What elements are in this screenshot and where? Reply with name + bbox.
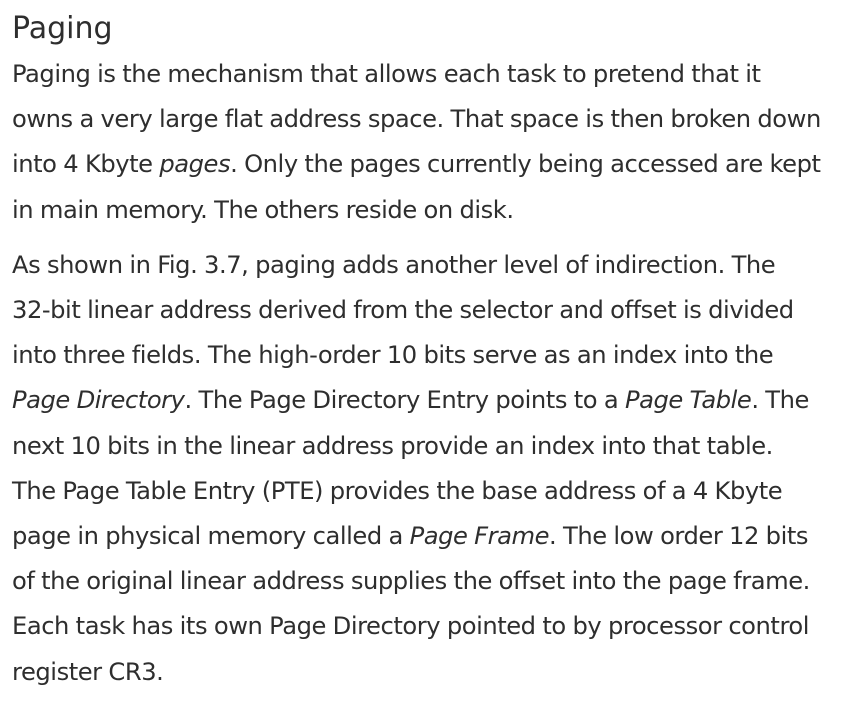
- paragraph-2-line: [12, 514, 854, 559]
- text-run: Paging is the mechanism that allows each task to pretend that it: [12, 60, 761, 88]
- text-run: 32-bit linear address derived from the selector and offset is divided: [12, 296, 794, 325]
- paragraph-1-line: [12, 52, 854, 97]
- paragraph-2-line: [12, 378, 854, 423]
- text-run: of the original linear address supplies the offset into the page frame.: [12, 567, 810, 596]
- text-run: in main memory. The others reside on disk.: [12, 195, 514, 224]
- italic-term-pages: pages: [159, 150, 231, 179]
- text-run: page in physical memory called a: [12, 522, 410, 551]
- text-run: The Page Table Entry (PTE) provides the base address of a 4 Kbyte: [12, 476, 783, 505]
- text-run: register CR3.: [12, 657, 164, 686]
- italic-term-page-frame: Page Frame: [409, 522, 550, 551]
- paragraph-2-line: [12, 424, 854, 469]
- paragraph-2-line: [12, 559, 854, 604]
- paragraph-1-line: [12, 97, 854, 142]
- paragraph-2: [12, 243, 854, 695]
- paragraph-1-line: [12, 188, 854, 233]
- paragraph-2-line: [12, 243, 854, 288]
- paragraph-1-line: [12, 142, 854, 187]
- text-run: into 4 Kbyte: [12, 150, 160, 179]
- paragraph-1: [12, 52, 854, 233]
- paragraph-2-line: [12, 650, 854, 695]
- text-run: next 10 bits in the linear address provide an index into that table.: [12, 431, 773, 460]
- paragraph-2-line: [12, 288, 854, 333]
- paragraph-2-line: [12, 469, 854, 514]
- text-run: Each task has its own Page Directory pointed to by processor control: [12, 612, 810, 641]
- text-run: . The Page Directory Entry points to a: [184, 386, 625, 415]
- text-run: As shown in Fig. 3.7, paging adds another level of indirection. The: [12, 250, 776, 279]
- section-heading: Paging: [12, 11, 113, 46]
- text-run: into three fields. The high-order 10 bits serve as an index into the: [12, 341, 774, 370]
- italic-term-page-directory: Page Directory: [12, 386, 185, 415]
- text-run: . Only the pages currently being accessed are kept: [230, 150, 821, 179]
- text-run: . The: [751, 386, 809, 415]
- text-run: owns a very large flat address space. That space is then broken down: [12, 105, 821, 134]
- text-run: . The low order 12 bits: [549, 522, 809, 551]
- document-page: [12, 6, 854, 695]
- paragraph-2-line: [12, 333, 854, 378]
- paragraph-2-line: [12, 604, 854, 649]
- italic-term-page-table: Page Table: [624, 386, 752, 415]
